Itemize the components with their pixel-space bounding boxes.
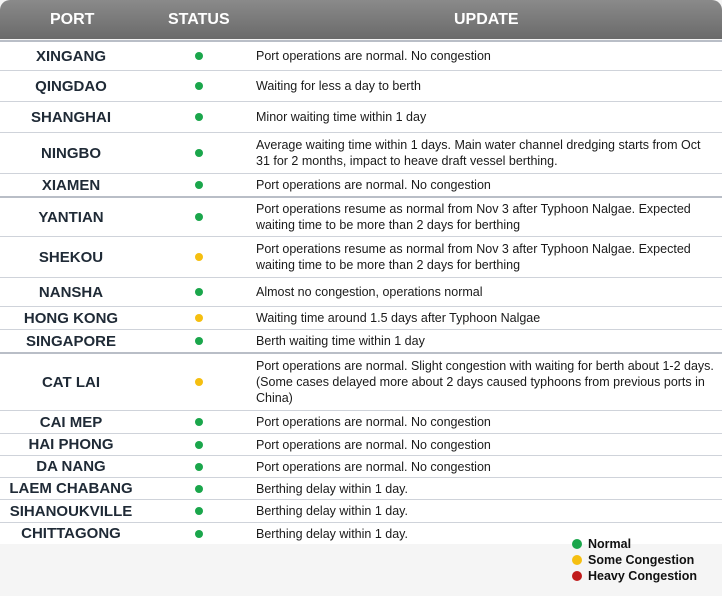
table-row [0,173,722,196]
port-name: YANTIAN [38,208,104,226]
port-name: SINGAPORE [25,332,116,350]
table-row [0,236,722,277]
update-text: Berth waiting time within 1 day [256,334,425,348]
port-name: NINGBO [41,144,101,162]
table-row [0,455,722,477]
status-dot-icon [195,337,203,345]
status-cell [142,314,256,322]
port-name: NANSHA [38,283,104,301]
update-text: Port operations resume as normal from Nov 3 after Typhoon Nalgae. Expected waiting time to be more than 2 days for berthing [256,242,691,272]
header-status: STATUS [168,11,230,28]
port-name: DA NANG [36,458,106,475]
update-text: Almost no congestion, operations normal [256,285,483,299]
status-legend [572,536,697,584]
port-name: SHANGHAI [30,108,111,126]
update-text: Average waiting time within 1 days. Main water channel dredging starts from Oct 31 for 2 months, impact to heave draft vessel berthing. [256,138,701,168]
status-dot-icon [195,288,203,296]
port-name: SHEKOU [38,248,104,266]
table-row [0,433,722,455]
update-text: Berthing delay within 1 day. [256,481,408,496]
update-text: Minor waiting time within 1 day [256,110,427,124]
update-text: Berthing delay within 1 day. [256,526,408,541]
status-cell [142,507,256,515]
table-row [0,352,722,410]
update-text: Port operations are normal. No congestion [256,437,491,452]
status-cell [142,113,256,121]
table-row [0,40,722,70]
legend-dot-icon [572,571,582,581]
table-row [0,499,722,522]
update-text: Port operations are normal. Slight congestion with waiting for berth about 1-2 days. (Some cases delayed more about 2 days caused typhoons from previous ports in China) [256,359,714,405]
header-update: UPDATE [454,11,519,28]
status-cell [142,337,256,345]
table-row [0,132,722,173]
status-cell [142,441,256,449]
update-text: Waiting time around 1.5 days after Typhoon Nalgae [256,311,541,325]
legend-label: Some Congestion [588,553,695,567]
update-text: Port operations are normal. No congestion [256,178,491,192]
update-text: Port operations are normal. No congestion [256,415,491,429]
header-port: PORT [50,11,95,28]
port-name: CHITTAGONG [21,525,121,542]
port-name: CAT LAI [41,373,101,391]
update-text: Waiting for less a day to berth [256,79,421,93]
status-dot-icon [195,507,203,515]
status-dot-icon [195,485,203,493]
status-dot-icon [195,52,203,60]
status-dot-icon [195,253,203,261]
table-row [0,329,722,352]
legend-label: Heavy Congestion [588,569,698,583]
status-cell [142,530,256,538]
table-row [0,70,722,101]
table-row [0,306,722,329]
status-cell [142,418,256,426]
status-cell [142,288,256,296]
status-cell [142,463,256,471]
port-name: CAI MEP [39,413,103,431]
legend-dot-icon [572,539,582,549]
table-row [0,196,722,236]
port-name: XINGANG [35,47,106,65]
status-cell [142,82,256,90]
legend-label: Normal [588,537,632,551]
table-row [0,277,722,306]
update-text: Berthing delay within 1 day. [256,504,408,518]
status-cell [142,253,256,261]
status-dot-icon [195,441,203,449]
status-cell [142,52,256,60]
legend-item [572,568,697,584]
status-dot-icon [195,530,203,538]
port-name: LAEM CHABANG [9,480,133,497]
status-dot-icon [195,314,203,322]
update-text: Port operations are normal. No congestion [256,49,491,63]
status-cell [142,213,256,221]
status-dot-icon [195,418,203,426]
legend-item [572,552,697,568]
status-dot-icon [195,149,203,157]
port-name: HONG KONG [23,309,119,327]
table-body [0,40,722,544]
port-name: SIHANOUKVILLE [9,502,133,520]
update-text: Port operations resume as normal from Nov 3 after Typhoon Nalgae. Expected waiting time to be more than 2 days for berthing [256,202,691,232]
status-cell [142,181,256,189]
status-dot-icon [195,213,203,221]
status-dot-icon [195,113,203,121]
port-name: QINGDAO [35,77,107,95]
legend-item [572,536,697,552]
table-row [0,477,722,499]
table-header [0,0,722,39]
update-text: Port operations are normal. No congestion [256,459,491,474]
legend-dot-icon [572,555,582,565]
status-dot-icon [195,463,203,471]
port-name: HAI PHONG [28,436,114,453]
port-name: XIAMEN [41,176,101,194]
status-cell [142,149,256,157]
status-cell [142,485,256,493]
status-dot-icon [195,181,203,189]
table-row [0,101,722,132]
status-dot-icon [195,378,203,386]
table-row [0,410,722,433]
status-dot-icon [195,82,203,90]
status-cell [142,378,256,386]
